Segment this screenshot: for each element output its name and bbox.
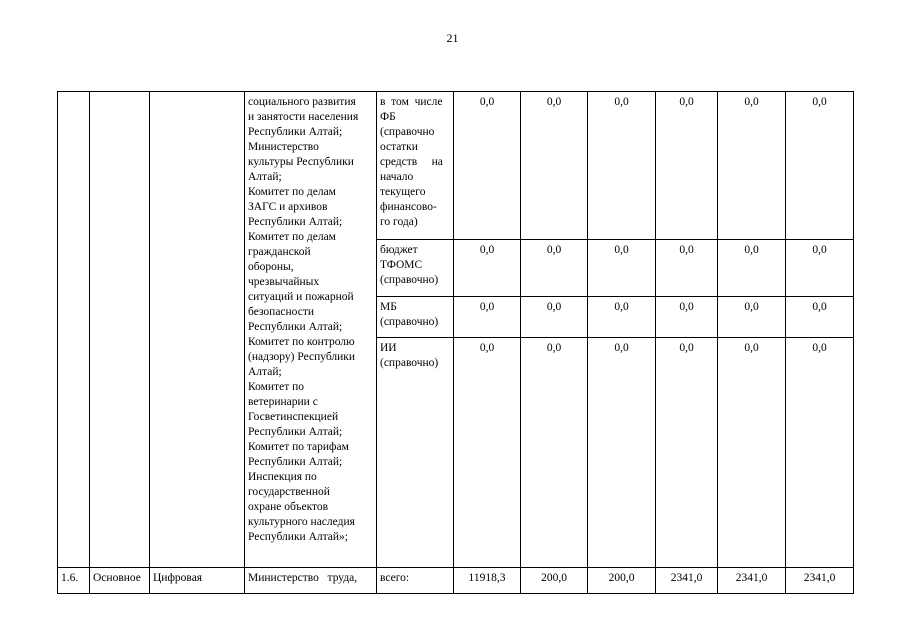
value-cell: 0,0 (786, 92, 854, 240)
value-cell: 0,0 (454, 239, 521, 296)
table-row (58, 92, 854, 240)
value-cell: 0,0 (718, 338, 786, 568)
value-cell: 2341,0 (786, 568, 854, 594)
row-number-cell: 1.6. (58, 568, 90, 594)
value-cell: 0,0 (454, 296, 521, 338)
value-cell: 0,0 (521, 296, 588, 338)
page-number: 21 (446, 31, 459, 45)
funding-source-label: ИИ (справочно) (380, 342, 439, 370)
row-number-cell (58, 92, 90, 568)
funding-source-cell (377, 338, 454, 568)
value-cell: 0,0 (588, 338, 656, 568)
value-cell: 0,0 (588, 296, 656, 338)
table-row (58, 568, 854, 594)
value-cell: 0,0 (656, 239, 718, 296)
value-cell: 0,0 (656, 92, 718, 240)
responsible-cell: Министерство труда, (245, 568, 377, 594)
value-cell: 0,0 (786, 239, 854, 296)
value-cell: 0,0 (656, 338, 718, 568)
value-cell: 0,0 (454, 338, 521, 568)
value-cell: 2341,0 (656, 568, 718, 594)
value-cell: 0,0 (588, 92, 656, 240)
funding-source-label: МБ (справочно) (380, 300, 439, 328)
responsible-cell (245, 92, 377, 568)
funding-source-label: в том числе ФБ (справочно остатки средств на начало текущего финансово- го года) (380, 96, 443, 228)
funding-source-cell (377, 296, 454, 338)
funding-source-label: бюджет ТФОМС (справочно) (380, 243, 439, 286)
value-cell: 0,0 (521, 92, 588, 240)
funding-source-cell: всего: (377, 568, 454, 594)
value-cell: 0,0 (718, 92, 786, 240)
value-cell: 200,0 (588, 568, 656, 594)
program-table-wrapper (57, 91, 854, 594)
value-cell: 0,0 (454, 92, 521, 240)
value-cell: 0,0 (521, 338, 588, 568)
name-cell: Цифровая (150, 568, 245, 594)
value-cell: 200,0 (521, 568, 588, 594)
value-cell: 0,0 (656, 296, 718, 338)
funding-source-cell (377, 239, 454, 296)
value-cell: 0,0 (588, 239, 656, 296)
type-cell: Основное (90, 568, 150, 594)
value-cell: 0,0 (521, 239, 588, 296)
value-cell: 0,0 (786, 338, 854, 568)
value-cell: 0,0 (786, 296, 854, 338)
funding-source-cell (377, 92, 454, 240)
value-cell: 11918,3 (454, 568, 521, 594)
value-cell: 2341,0 (718, 568, 786, 594)
name-cell (150, 92, 245, 568)
type-cell (90, 92, 150, 568)
program-table (57, 91, 854, 594)
responsible-bodies-list: социального развития и занятости населения Республики Алтай; Министерство культуры Республики Алтай; Комитет по делам ЗАГС и архивов Республики Алтай; Комитет по делам гражданской обороны, чрезвычайных ситуаций и пожарной безопасности Республики Алтай; Комитет по контролю (надзору) Республики Алтай; Комитет по ветеринарии с Госветинспекцией Республики Алтай; Комитет по тарифам Республики Алтай; Инспекция по государственной охране объектов культурного наследия Республики Алтай»; (248, 96, 359, 543)
value-cell: 0,0 (718, 239, 786, 296)
value-cell: 0,0 (718, 296, 786, 338)
